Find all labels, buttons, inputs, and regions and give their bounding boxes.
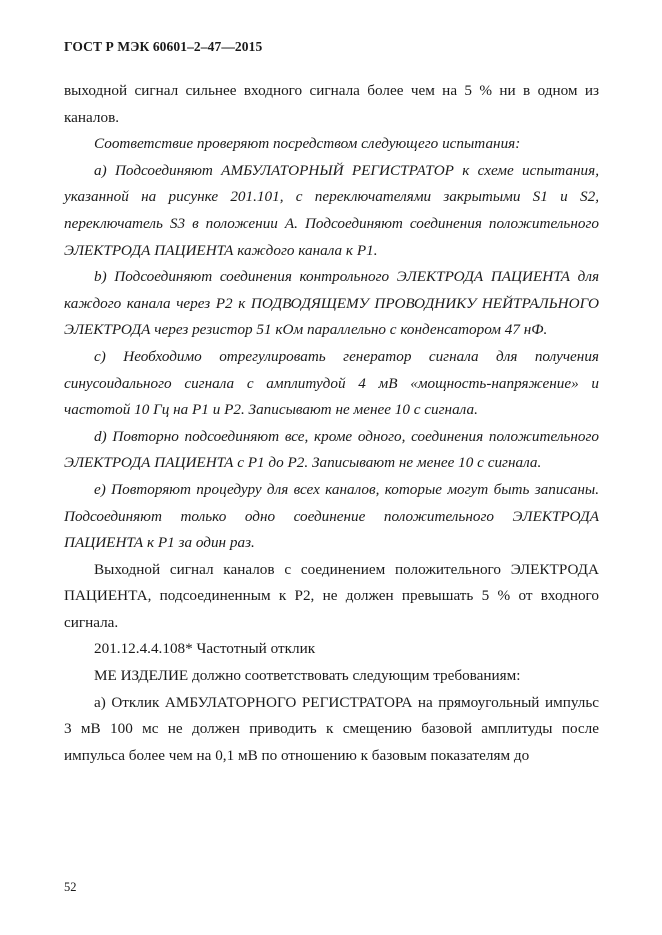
section-heading-frequency-response: 201.12.4.4.108* Частотный отклик: [94, 640, 316, 658]
paragraph-test-step-c: c) Необходимо отрегулировать генератор сигнала для получения синусоидального сигнала с амплитудой 4 мВ «мощность-напряжение» и частотой 10 Гц на P1 и P2. Записывают не менее 10 с сигнала.: [64, 347, 599, 419]
paragraph-device-requirements: МЕ ИЗДЕЛИЕ должно соответствовать следующим требованиям:: [94, 667, 521, 685]
page-header-standard-id: ГОСТ Р МЭК 60601–2–47—2015: [64, 39, 263, 54]
paragraph-requirement-a: a) Отклик АМБУЛАТОРНОГО РЕГИСТРАТОРА на прямоугольный импульс 3 мВ 100 мс не должен приводить к смещению базовой амплитуды после импульса более чем на 0,1 мВ по отношению к базовым показателям до: [64, 693, 599, 764]
paragraph-test-step-e: e) Повторяют процедуру для всех каналов, которые могут быть записаны. Подсоединяют только одно соединение положительного ЭЛЕКТРОДА ПАЦИЕНТА к P1 за один раз.: [64, 480, 599, 552]
paragraph-test-step-b: b) Подсоединяют соединения контрольного ЭЛЕКТРОДА ПАЦИЕНТА для каждого канала через P2 к ПОДВОДЯЩЕМУ ПРОВОДНИКУ НЕЙТРАЛЬНОГО ЭЛЕКТРОДА через резистор 51 кОм параллельно с конденсатором 47 нФ.: [64, 268, 599, 339]
paragraph-compliance-intro: Соответствие проверяют посредством следующего испытания:: [94, 135, 521, 153]
paragraph-output-requirement: Выходной сигнал каналов с соединением положительного ЭЛЕКТРОДА ПАЦИЕНТА, подсоединенным к P2, не должен превышать 5 % от входного сигнала.: [64, 560, 599, 631]
paragraph-test-step-a: a) Подсоединяют АМБУЛАТОРНЫЙ РЕГИСТРАТОР к схеме испытания, указанной на рисунке 201.101, с переключателями закрытыми S1 и S2, переключатель S3 в положении A. Подсоединяют соединения положительного ЭЛЕКТРОДА ПАЦИЕНТА каждого канала к P1.: [64, 161, 599, 259]
page-number: 52: [64, 880, 77, 894]
paragraph-test-step-d: d) Повторно подсоединяют все, кроме одного, соединения положительного ЭЛЕКТРОДА ПАЦИЕНТА с P1 до P2. Записывают не менее 10 с сигнала.: [64, 427, 599, 472]
paragraph-continuation: выходной сигнал сильнее входного сигнала более чем на 5 % ни в одном из каналов.: [64, 82, 599, 126]
body-text: [64, 78, 599, 769]
